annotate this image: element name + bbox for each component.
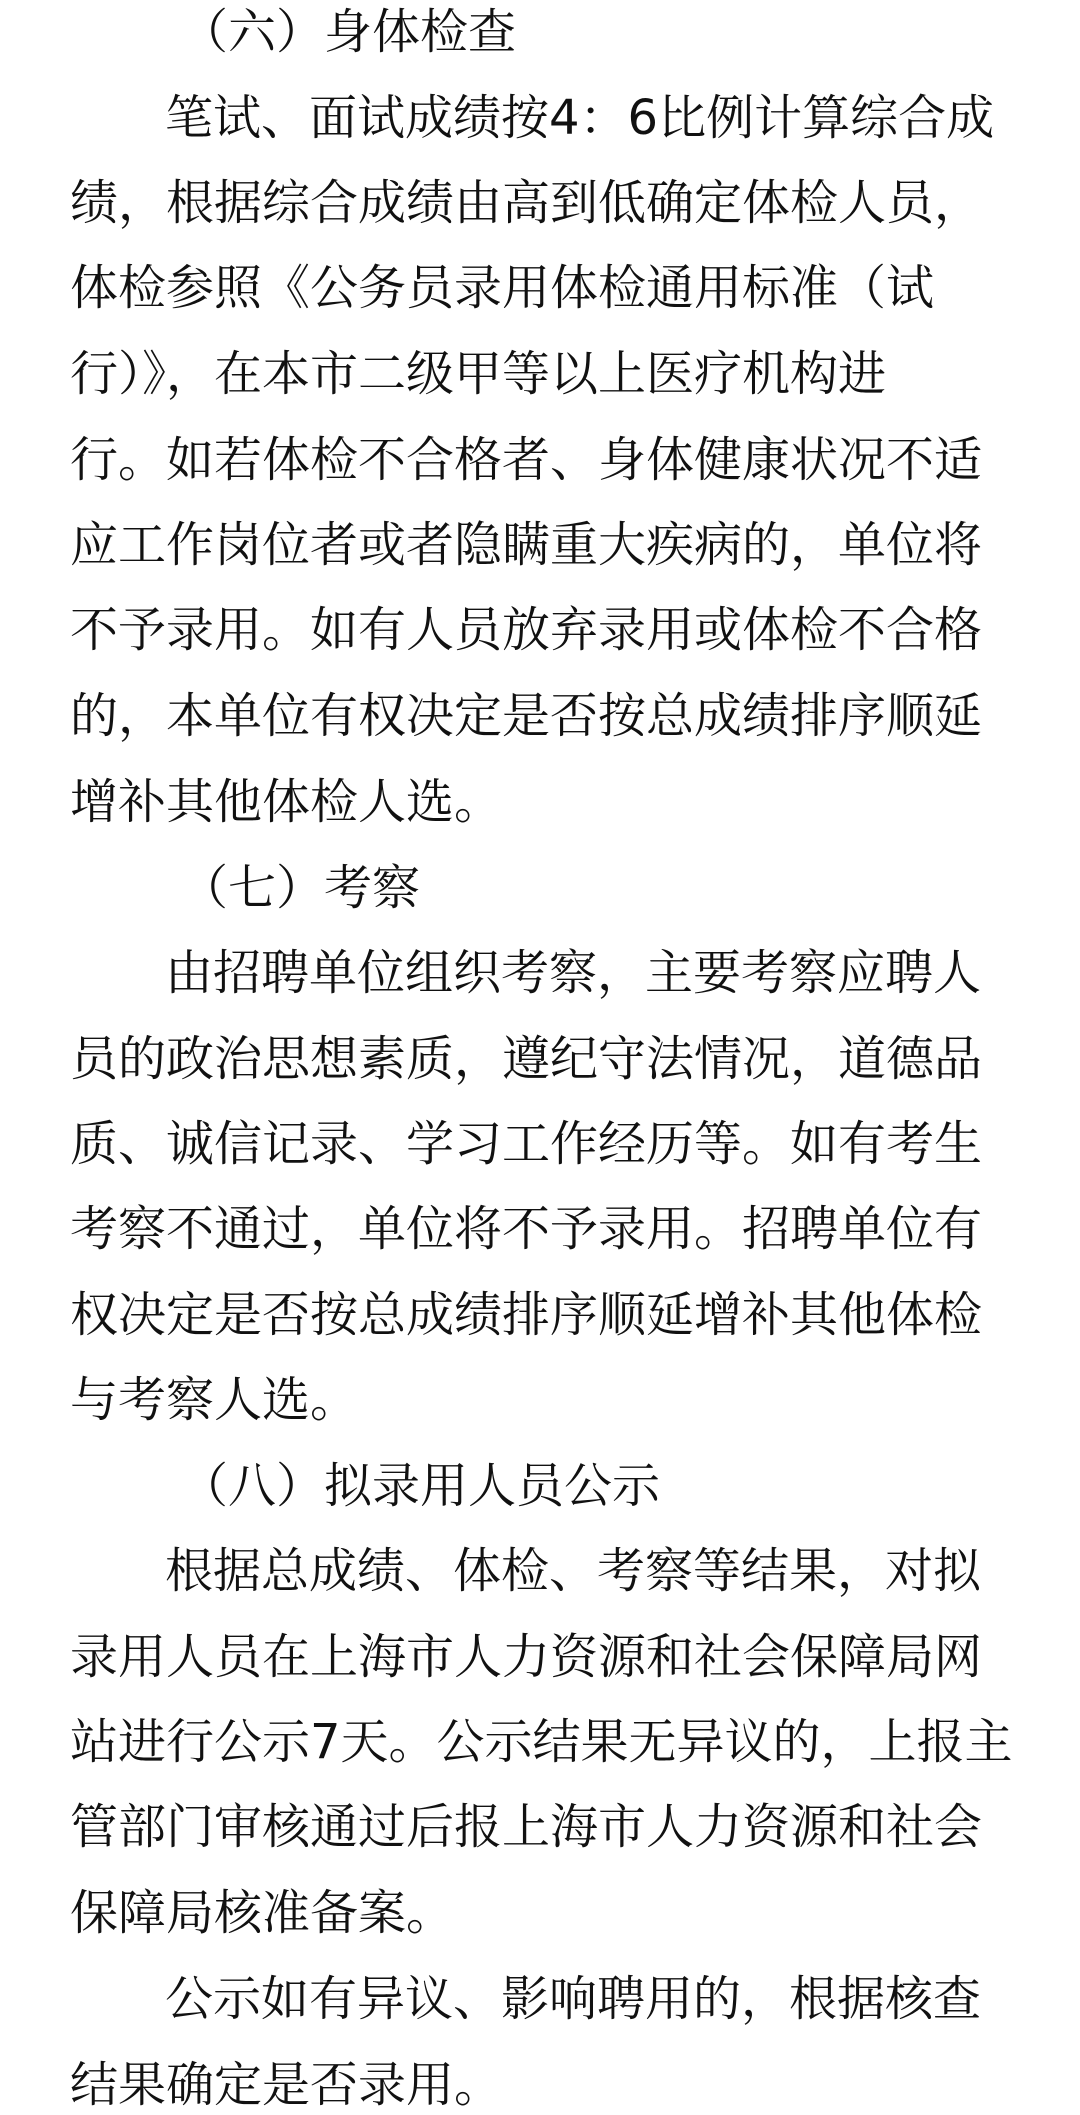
paragraph-line: 增补其他体检人选。 bbox=[70, 774, 503, 830]
paragraph-line: 笔试、面试成绩按4：6比例计算综合成 bbox=[165, 90, 995, 146]
paragraph-line: 由招聘单位组织考察，主要考察应聘人 bbox=[165, 945, 982, 1001]
paragraph-line: 管部门审核通过后报上海市人力资源和社会 bbox=[70, 1799, 983, 1855]
paragraph-line: 行。如若体检不合格者、身体健康状况不适 bbox=[70, 432, 983, 488]
paragraph-line: 结果确定是否录用。 bbox=[70, 2057, 503, 2113]
paragraph-line: 与考察人选。 bbox=[70, 1372, 359, 1428]
paragraph-line: 的，本单位有权决定是否按总成绩排序顺延 bbox=[70, 688, 983, 744]
section-heading-publicity: （八）拟录用人员公示 bbox=[180, 1458, 661, 1514]
paragraph-line: 体检参照《公务员录用体检通用标准（试 bbox=[70, 260, 935, 316]
paragraph-line: 保障局核准备案。 bbox=[70, 1885, 455, 1941]
paragraph-line: 权决定是否按总成绩排序顺延增补其他体检 bbox=[70, 1287, 983, 1343]
paragraph-line: 绩，根据综合成绩由高到低确定体检人员， bbox=[70, 175, 983, 231]
paragraph-line: 质、诚信记录、学习工作经历等。如有考生 bbox=[70, 1116, 983, 1172]
paragraph-line: 应工作岗位者或者隐瞒重大疾病的，单位将 bbox=[70, 517, 983, 573]
paragraph-line: 员的政治思想素质，遵纪守法情况，道德品 bbox=[70, 1031, 983, 1087]
paragraph-line: 考察不通过，单位将不予录用。招聘单位有 bbox=[70, 1201, 983, 1257]
paragraph-line: 根据总成绩、体检、考察等结果，对拟 bbox=[165, 1543, 982, 1599]
paragraph-line: 录用人员在上海市人力资源和社会保障局网 bbox=[70, 1629, 983, 1685]
section-heading-inspection: （七）考察 bbox=[180, 860, 421, 916]
paragraph-line: 行）》，在本市二级甲等以上医疗机构进 bbox=[70, 346, 887, 402]
paragraph-line: 站进行公示7天。公示结果无异议的，上报主 bbox=[70, 1714, 1013, 1770]
section-heading-physical-exam: （六）身体检查 bbox=[180, 4, 517, 60]
paragraph-line: 公示如有异议、影响聘用的，根据核查 bbox=[165, 1971, 982, 2027]
paragraph-line: 不予录用。如有人员放弃录用或体检不合格 bbox=[70, 602, 983, 658]
